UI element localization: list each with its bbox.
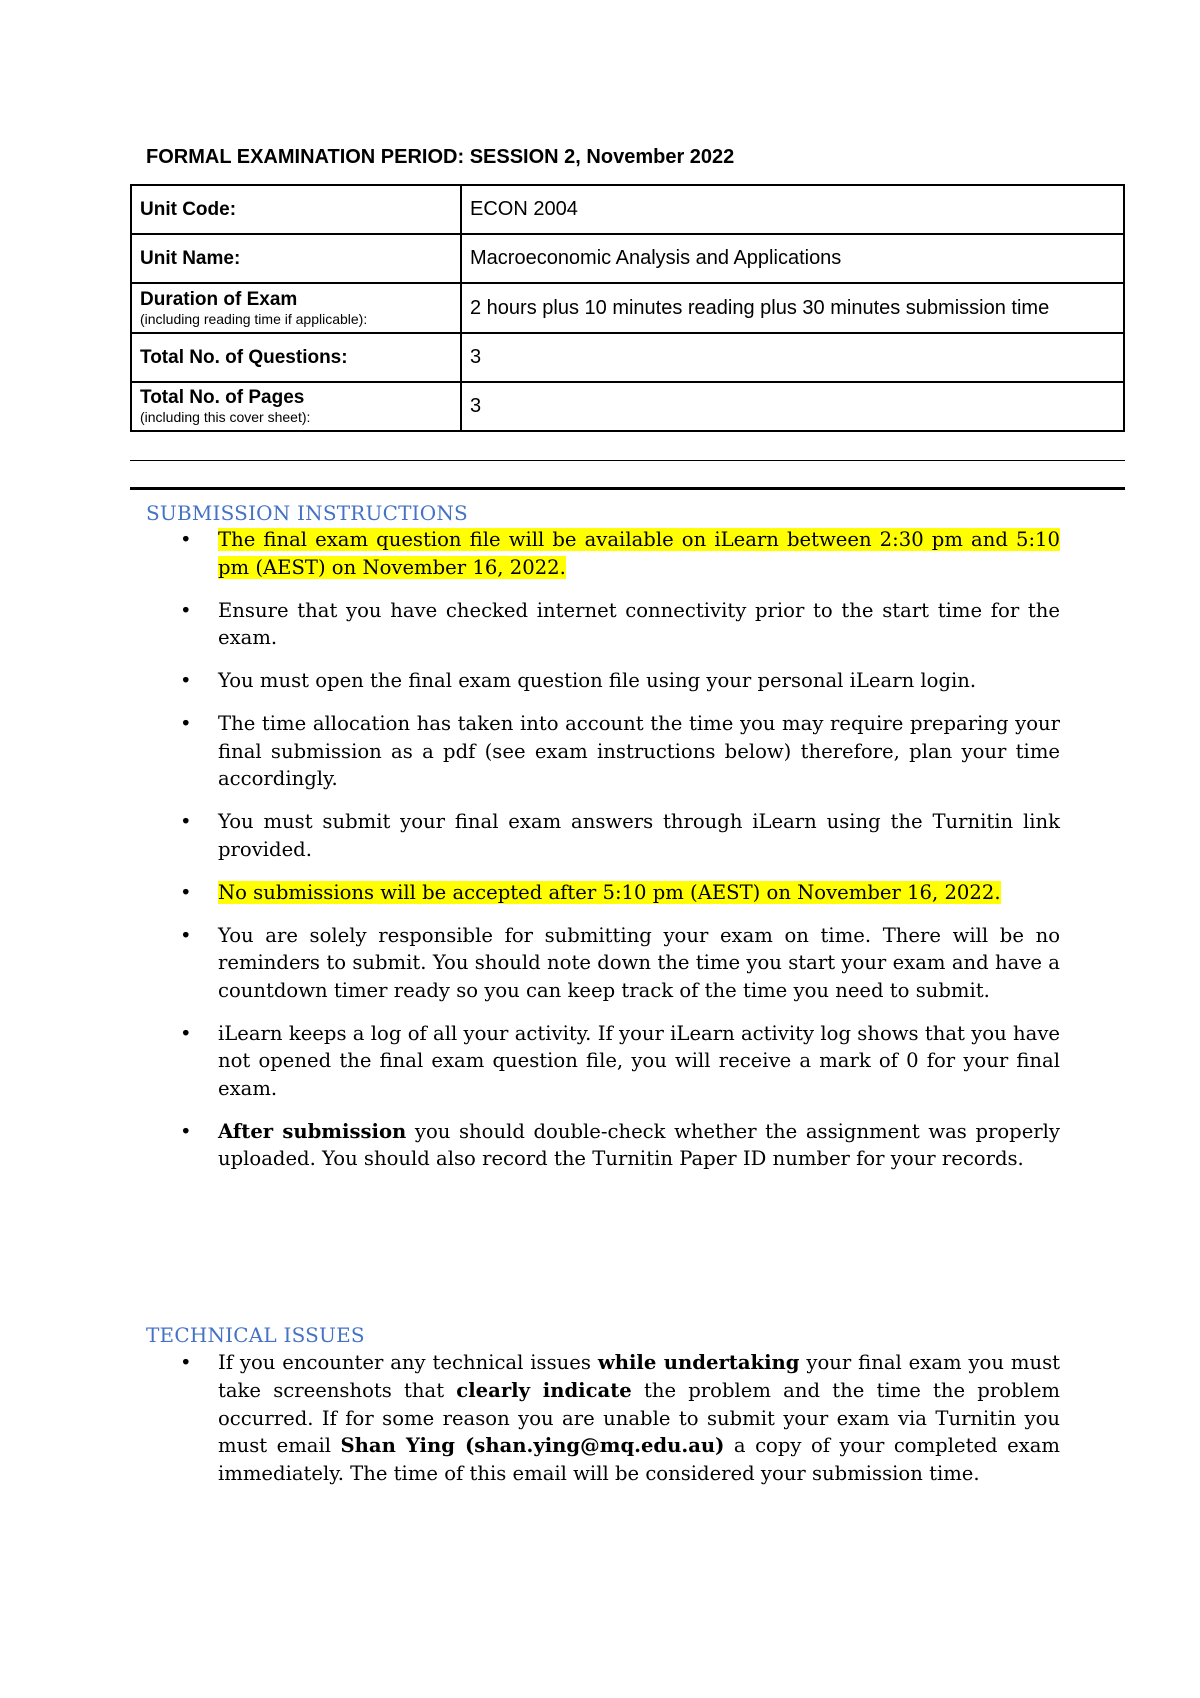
bullet-icon: •: [180, 598, 192, 622]
technical-issues-heading: TECHNICAL ISSUES: [146, 1323, 365, 1347]
bold-text: After submission: [218, 1119, 407, 1143]
list-item: [180, 922, 1060, 1005]
pages-label-cell: [131, 382, 461, 431]
contact-name-email: Shan Ying (shan.ying@mq.edu.au): [340, 1434, 725, 1458]
list-item: [180, 710, 1060, 793]
pages-note: (including this cover sheet):: [140, 409, 311, 425]
bold-text: clearly indicate: [456, 1378, 632, 1402]
list-item: [180, 597, 1060, 652]
bullet-icon: •: [180, 1351, 192, 1374]
pages-value: 3: [461, 382, 1124, 431]
bullet-icon: •: [180, 880, 192, 904]
pages-label: Total No. of Pages: [140, 387, 305, 408]
duration-value-cell: [461, 283, 1124, 333]
duration-label: Duration of Exam: [140, 288, 298, 310]
list-item: [180, 1118, 1060, 1173]
bullet-icon: •: [180, 1021, 192, 1045]
list-item: [180, 1349, 1060, 1488]
list-item-text: the problem and the time the problem occurred. If for some reason you are unable to submit your exam via Turnitin you must email: [218, 1378, 1060, 1458]
submission-instructions-heading: SUBMISSION INSTRUCTIONS: [146, 501, 468, 525]
bullet-icon: •: [180, 712, 192, 735]
unit-code-label-cell: [131, 185, 461, 234]
duration-value: 2 hours plus 10 minutes reading plus 30 minutes submission time: [470, 296, 1050, 319]
questions-value: 3: [461, 333, 1124, 382]
questions-label: Total No. of Questions:: [140, 346, 348, 368]
bold-text: while undertaking: [597, 1351, 800, 1374]
exam-period-title: FORMAL EXAMINATION PERIOD: SESSION 2, November 2022: [146, 146, 735, 168]
list-item-text: You must submit your final exam answers through iLearn using the Turnitin link provided.: [218, 810, 1060, 861]
list-item-text: The time allocation has taken into account the time you may require preparing your final submission as a pdf (see exam instructions below) therefore, plan your time accordingly.: [218, 712, 1060, 790]
list-item-text: iLearn keeps a log of all your activity. If your iLearn activity log shows that you have not opened the final exam question file, you will receive a mark of 0 for your final exam.: [218, 1021, 1060, 1100]
bullet-icon: •: [180, 923, 192, 947]
highlighted-text: No submissions will be accepted after 5:10 pm (AEST) on November 16, 2022.: [218, 880, 1001, 904]
table-row: [131, 185, 1124, 234]
divider-line: [130, 460, 1125, 461]
list-item-text: Ensure that you have checked internet connectivity prior to the start time for the exam.: [218, 598, 1060, 649]
list-item-text: you should double-check whether the assignment was properly uploaded. You should also record the Turnitin Paper ID number for your records.: [218, 1119, 1060, 1170]
bullet-icon: •: [180, 1119, 192, 1143]
unit-name-label: Unit Name:: [140, 247, 241, 269]
list-item: [180, 808, 1060, 863]
bullet-icon: •: [180, 810, 192, 833]
list-item-text: You are solely responsible for submitting your exam on time. There will be no reminders to submit. You should note down the time you start your exam and have a countdown timer ready so you can keep track of the time you need to submit.: [218, 923, 1060, 1002]
divider-line-thick: [130, 487, 1125, 490]
unit-name-label-cell: [131, 234, 461, 283]
list-item-text: a copy of your completed exam immediately. The time of this email will be considered your submission time.: [218, 1434, 1060, 1486]
exam-details-table: [130, 184, 1125, 432]
unit-code-value: ECON 2004: [461, 185, 1124, 234]
questions-label-cell: [131, 333, 461, 382]
list-item-text: You must open the final exam question file using your personal iLearn login.: [218, 669, 977, 692]
highlighted-text: The final exam question file will be available on iLearn between 2:30 pm and 5:10 pm (AEST) on November 16, 2022.: [218, 528, 1060, 579]
table-row: [131, 382, 1124, 431]
submission-instructions-list: [180, 526, 1060, 1188]
list-item-text: your final exam you must take screenshots that: [218, 1351, 1060, 1402]
list-item: [180, 1020, 1060, 1103]
technical-issues-list: [180, 1349, 1060, 1503]
bullet-icon: •: [180, 528, 192, 551]
unit-name-value: Macroeconomic Analysis and Applications: [461, 234, 1124, 283]
list-item: [180, 526, 1060, 581]
unit-code-label: Unit Code:: [140, 198, 237, 220]
list-item-text: If you encounter any technical issues: [218, 1351, 598, 1374]
table-row: [131, 283, 1124, 333]
table-row: [131, 234, 1124, 283]
list-item: [180, 879, 1060, 907]
list-item: [180, 667, 1060, 695]
duration-label-cell: [131, 283, 461, 333]
duration-note: (including reading time if applicable):: [140, 310, 368, 327]
table-row: [131, 333, 1124, 382]
bullet-icon: •: [180, 669, 192, 692]
